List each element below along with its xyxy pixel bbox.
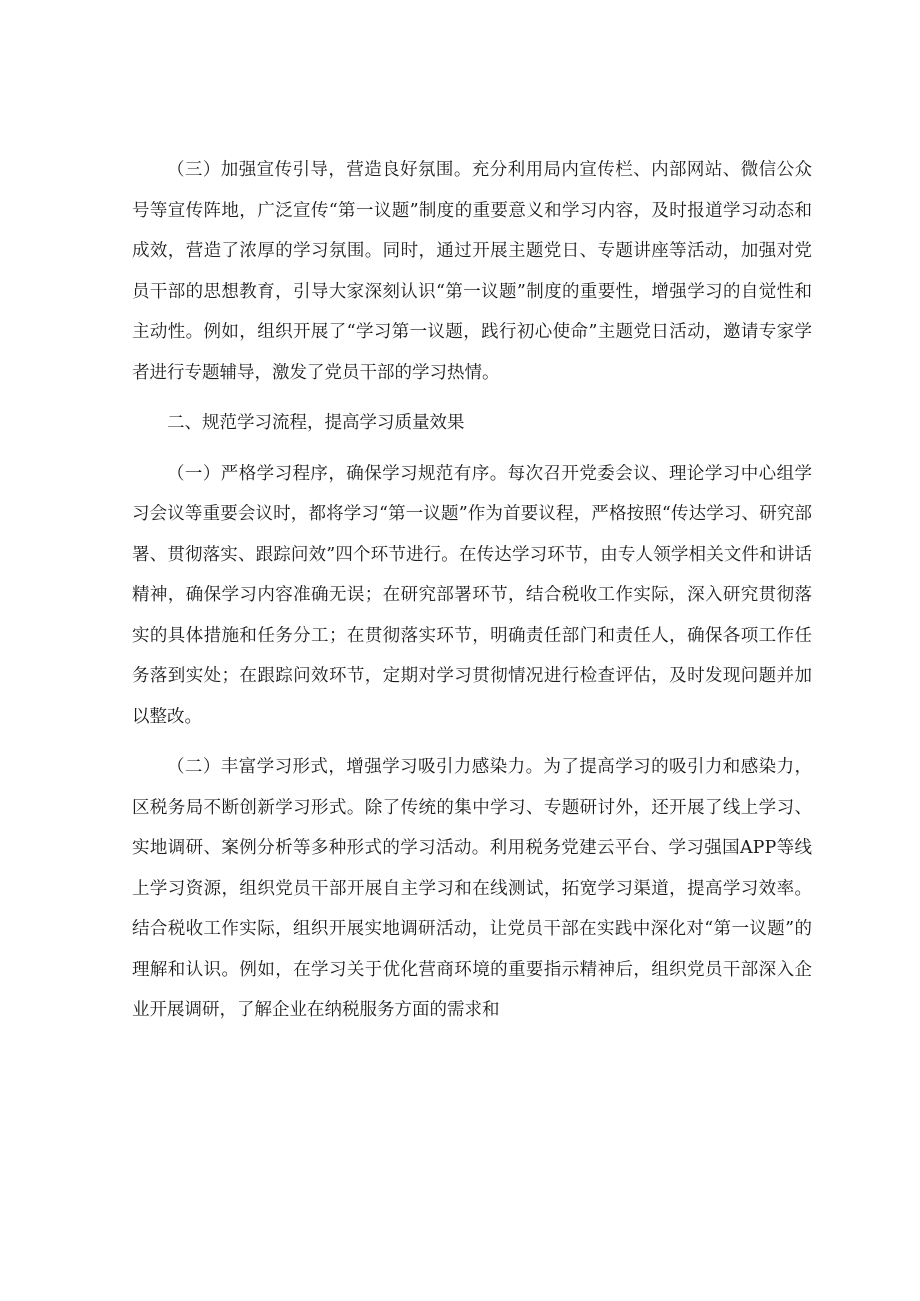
paragraph-publicity: （三）加强宣传引导，营造良好氛围。充分利用局内宣传栏、内部网站、微信公众号等宣传阵地，广泛宣传“第一议题”制度的重要意义和学习内容，及时报道学习动态和成效，营造了浓厚的学习氛围。同时，通过开展主题党日、专题讲座等活动，加强对党员干部的思想教育，引导大家深刻认识“第一议题”制度的重要性，增强学习的自觉性和主动性。例如，组织开展了“学习第一议题，践行初心使命”主题党日活动，邀请专家学者进行专题辅导，激发了党员干部的学习热情。: [132, 160, 812, 383]
paragraph-procedure: （一）严格学习程序，确保学习规范有序。每次召开党委会议、理论学习中心组学习会议等重要会议时，都将学习“第一议题”作为首要议程，严格按照“传达学习、研究部署、贯彻落实、跟踪问效”四个环节进行。在传达学习环节，由专人领学相关文件和讲话精神，确保学习内容准确无误；在研究部署环节，结合税收工作实际，深入研究贯彻落实的具体措施和任务分工；在贯彻落实环节，明确责任部门和责任人，确保各项工作任务落到实处；在跟踪问效环节，定期对学习贯彻情况进行检查评估，及时发现问题并加以整改。: [132, 463, 812, 727]
document-body: [132, 150, 812, 1031]
paragraph-forms: （二）丰富学习形式，增强学习吸引力感染力。为了提高学习的吸引力和感染力，区税务局不断创新学习形式。除了传统的集中学习、专题研讨外，还开展了线上学习、实地调研、案例分析等多种形式的学习活动。利用税务党建云平台、学习强国APP等线上学习资源，组织党员干部开展自主学习和在线测试，拓宽学习渠道，提高学习效率。结合税收工作实际，组织开展实地调研活动，让党员干部在实践中深化对“第一议题”的理解和认识。例如，在学习关于优化营商环境的重要指示精神后，组织党员干部深入企业开展调研，了解企业在纳税服务方面的需求和: [132, 757, 812, 1020]
section-heading-2: 二、规范学习流程，提高学习质量效果: [167, 413, 465, 433]
